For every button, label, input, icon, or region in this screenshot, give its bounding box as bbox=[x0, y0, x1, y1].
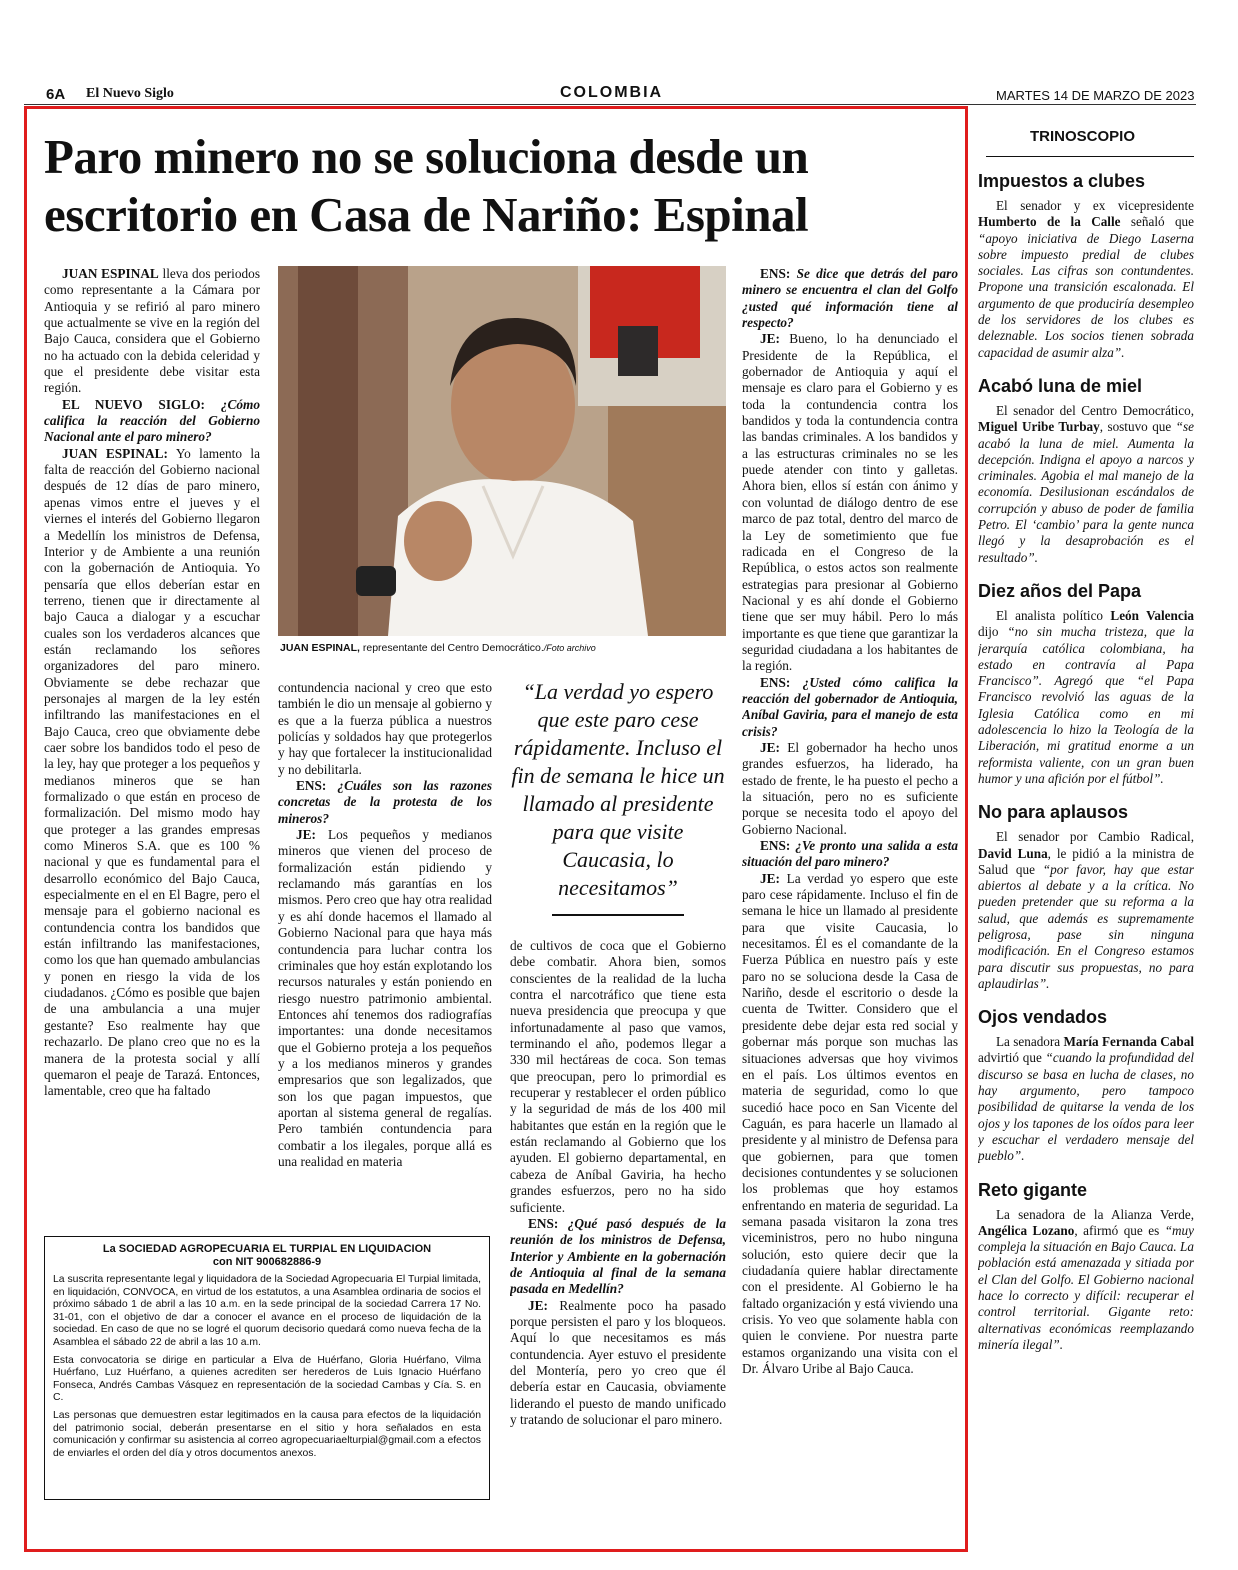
notice-nit: con NIT 900682886-9 bbox=[212, 1256, 322, 1268]
sidebar-item bbox=[978, 1179, 1194, 1354]
item-quote: “no sin mucha tristeza, que la jerarquía católica colombiana, ha estado en contravía al Papa Francisco”. Agregó que “el Papa Francisco revolvió las aguas de la Iglesia Católica como en mi adolescencia lo hizo la Teología de la Liberación, mi gratitud enorme a un reformista valiente, con un gran buen humor y una afición por el fútbol”. bbox=[978, 624, 1194, 786]
item-person: María Fernanda Cabal bbox=[1063, 1034, 1194, 1050]
item-quote: “cuando la profundidad del discurso se basa en lucha de clases, no hay argumento, pero tampoco posibilidad de quitarse la venda de los ojos y los tapones de los oídos para leer y escuchar el verdadero mensaje del pueblo”. bbox=[978, 1050, 1194, 1164]
answer-text: Bueno, lo ha denunciado el Presidente de la República, el gobernador de Antioquia y aquí el mensaje es claro para el Gobierno y es toda la contundencia contra los bandidos y toda la contundencia contra las bandas criminales. A los bandidos y a las estructuras criminales no se les puede atender con tinto y galletas. Ahora bien, ellos sí están con ánimo y con voluntad de diálogo dentro de ese marco de paz total, dentro del marco de la Ley de sometimiento que fue radicada en el Congreso de la República, o estos actos son realmente estrategias para presionar al Gobierno Nacional y es ahí donde el Gobierno tiene que ser muy hábil. Pero lo más importante es que tiene que garantizar la seguridad ciudadana a los habitantes de la región. bbox=[742, 331, 958, 674]
sidebar-rule bbox=[986, 156, 1194, 157]
header-rule bbox=[24, 104, 1196, 105]
item-quote: “se acabó la luna de miel. Aumenta la decepción. Indigna el apoyo a narcos y criminales. Agobia el mal manejo de la economía. Desilusionan escándalos de corrupción y abuso de poder de familia Petro. El ‘cambio’ para la gente nunca llegó y la desaprobación es el resultado”. bbox=[978, 419, 1194, 565]
item-verb: dijo bbox=[978, 624, 1008, 640]
question-text: ¿Qué pasó después de la reunión de los ministros de Defensa, Interior y Ambiente en la gobernación de Antioquia al final de la semana pasada en Medellín? bbox=[510, 1215, 726, 1297]
answer-text: La verdad yo espero que este paro cese rápidamente. Incluso el fin de semana le hice un llamado al presidente para que visite Caucasia, lo necesitamos. Él es el comandante de la Fuerza Pública en nuestro país y este paro no se soluciona desde la Casa de Nariño, desde el escritorio o desde la cuenta de Twitter. Considero que el presidente debe dejar esta red social y gobernar más porque son muchas las situaciones adversas que hoy vivimos en el país. Los últimos eventos en materia de seguridad, como lo que sucedió hace poco en San Vicente del Caguán, es para hacerle un llamado al presidente y al ministro de Defensa para que gobiernen, para que tomen decisiones contundentes y se solucionen los problemas que hoy estamos enfrentando en materia de seguridad. La semana pasada visitaron la zona tres viceministros, pero no hubo ninguna solución, esto quiere decir que la ciudadanía quiere hablar directamente con el presidente. Al Gobierno le ha faltado organización y está viviendo una crisis. Yo veo que solamente habla con quien le conviene. Por nuestra parte estamos organizando una visita con el Dr. Álvaro Uribe al Bajo Cauca. bbox=[742, 870, 958, 1377]
item-verb: advirtió que bbox=[978, 1050, 1046, 1066]
question-tag: ENS: bbox=[296, 778, 327, 794]
item-intro: La senadora de la Alianza Verde, bbox=[996, 1206, 1194, 1222]
item-verb: , sostuvo que bbox=[1099, 419, 1176, 435]
article-column-1 bbox=[44, 266, 260, 1214]
sidebar-item bbox=[978, 170, 1194, 361]
page-number: 6A bbox=[46, 86, 66, 103]
sidebar-heading: Diez años del Papa bbox=[978, 580, 1142, 601]
question-tag: ENS: bbox=[760, 674, 791, 690]
item-person: Angélica Lozano bbox=[978, 1222, 1075, 1238]
notice-paragraph: La suscrita representante legal y liquidadora de la Sociedad Agropecuaria El Turpial limitada, en liquidación, CONVOCA, en virtud de los estatutos, a una Asamblea ordinaria de socios el próximo sábado 1 de abril a las 10 a.m. en la sede principal de la sociedad Carrera 17 No. 31-01, con el objetivo de dar a conocer el avance en el proceso de liquidación de la sociedad. En caso de que no se logré el quorum decisorio quedará como nueva fecha de la Asamblea el sábado 22 de abril a las 10 a.m. bbox=[53, 1274, 481, 1348]
notice-title: La SOCIEDAD AGROPECUARIA EL TURPIAL EN LIQUIDACION bbox=[102, 1243, 432, 1255]
answer-tag: JE: bbox=[296, 827, 316, 843]
item-verb: , afirmó que es bbox=[1074, 1222, 1165, 1238]
sidebar-heading: Impuestos a clubes bbox=[978, 171, 1146, 191]
item-intro: El senador por Cambio Radical, bbox=[996, 829, 1194, 845]
answer-text: Yo lamento la falta de reacción del Gobierno nacional después de 12 días de paro minero, apenas vimos entre el jueves y el viernes el interés del Gobierno llegaron a Medellín los ministros de Defensa, Interior y de Ambiente a una reunión con la gobernación de Antioquia. Yo pensaría que ellos deberían estar en terreno, tienen que ir directamente al bajo Cauca a dialogar y a escuchar cuales son los verdaderos alcances que están reclamando los señores organizadores del paro minero. Obviamente se debe rechazar que personajes al margen de la ley estén infiltrando las manifestaciones en el Bajo Cauca, creo que obviamente debe caer sobre los bandidos todo el peso de la ley, hay que proteger a los pequeños y medianos mineros que se han formalizado o que están en proceso de formalización. Del mismo modo hay que proteger a las grandes empresas como Mineros S.A. que es 100 % nacional y que es fundamental para el desarrollo económico del Bajo Cauca, especialmente en el en El Bagre, pero el mensaje para el gobierno nacional es contundencia contra los bandidos que están infiltrando las manifestaciones, como los que han quemado ambulancias y ponen en riesgo la vida de los ciudadanos. ¿Cómo es posible que bajen de una ambulancia a una mujer gestante? Eso realmente hay que rechazarlo. De plano creo que no es la manera de la protesta social y allí quemaron el peaje de Tarazá. Entonces, lamentable, creo que ha faltado bbox=[44, 445, 260, 1099]
item-quote: “apoyo iniciativa de Diego Laserna sobre impuesto predial de clubes sociales. Las cifras son contundentes. Propone una transición escalonada. El argumento de que produciría desempleo de los servidores de los clubes es deleznable. Los socios tienen sobrada capacidad de asumir alza”. bbox=[978, 230, 1194, 360]
item-verb: señaló que bbox=[1120, 214, 1194, 230]
item-quote: “muy compleja la situación en Bajo Cauca. La población está amenazada y sitiada por el Clan del Golfo. El Gobierno nacional hace lo correcto y difícil: recuperar el control territorial. Gigante reto: alternativas económicas reemplazando minería ilegal”. bbox=[978, 1222, 1194, 1352]
sidebar-heading: Acabó luna de miel bbox=[978, 375, 1143, 396]
caption-text: representante del Centro Democrático. bbox=[359, 642, 544, 654]
item-person: León Valencia bbox=[1110, 607, 1194, 623]
question-text: ¿Cómo califica la reacción del Gobierno Nacional ante el paro minero? bbox=[44, 396, 260, 445]
sidebar-item bbox=[978, 1006, 1194, 1164]
question-text: ¿Cuáles son las razones concretas de la protesta de los mineros? bbox=[278, 778, 492, 826]
question-tag: ENS: bbox=[760, 838, 791, 854]
question-text: Se dice que detrás del paro minero se encuentra el clan del Golfo ¿usted qué información tiene al respecto? bbox=[742, 266, 958, 331]
item-person: David Luna bbox=[978, 845, 1048, 861]
sidebar-heading: Reto gigante bbox=[978, 1179, 1088, 1200]
article-headline: Paro minero no se soluciona desde un escritorio en Casa de Nariño: Espinal bbox=[44, 129, 809, 242]
notice-paragraph: Las personas que demuestren estar legitimados en la causa para efectos de la liquidación del patrimonio social, deberán presentarse en el sitio y hora señalados en esta comunicación y confirmar su asistencia al correo agropecuariaelturpial@gmail.com a efectos de enviarles el orden del día y otros documentos anexos. bbox=[53, 1409, 481, 1459]
answer-text: Realmente poco ha pasado porque persisten el paro y los bloqueos. Aquí lo que necesitamos es más contundencia. Ayer estuvo el presidente del Montería, pero yo creo que él debería estar en Caucasia, obviamente liderando el puesto de mando unificado y tratando de solucionar el paro minero. bbox=[510, 1297, 726, 1427]
sidebar-item bbox=[978, 375, 1194, 566]
sidebar-item bbox=[978, 580, 1194, 787]
item-intro: El senador del Centro Democrático, bbox=[996, 402, 1194, 418]
sidebar-title: TRINOSCOPIO bbox=[1030, 128, 1136, 145]
item-intro: El senador y ex vicepresidente bbox=[996, 198, 1194, 213]
item-intro: El analista político bbox=[996, 607, 1111, 623]
question-tag: ENS: bbox=[760, 266, 791, 281]
sidebar-trinoscopio bbox=[978, 170, 1194, 1540]
legal-notice-box bbox=[44, 1236, 490, 1500]
answer-tag: JUAN ESPINAL: bbox=[62, 445, 168, 461]
sidebar-heading: Ojos vendados bbox=[978, 1007, 1108, 1028]
masthead: El Nuevo Siglo bbox=[86, 86, 174, 101]
answer-tag: JE: bbox=[760, 870, 780, 886]
photo-credit: /Foto archivo bbox=[543, 643, 596, 653]
answer-tag: JE: bbox=[760, 331, 780, 347]
answer-tag: JE: bbox=[760, 739, 780, 755]
question-text: ¿Usted cómo califica la reacción del gobernador de Antioquia, Aníbal Gaviria, para el manejo de esta crisis? bbox=[742, 674, 958, 739]
photo-caption bbox=[280, 642, 720, 654]
article-column-3 bbox=[510, 938, 726, 1510]
lead-text: lleva dos periodos como representante a la Cámara por Antioquia y se refirió al paro minero que actualmente se vive en la región del Bajo Cauca, considera que el Gobierno no ha actuado con la debida celeridad y que el presidente debe visitar esta región. bbox=[44, 266, 260, 396]
pull-quote: “La verdad yo espero que este paro cese rápidamente. Incluso el fin de semana le hice un llamado al presidente para que visite Caucasia, lo necesitamos” bbox=[511, 679, 725, 900]
answer-text: Los pequeños y medianos mineros que vienen del proceso de formalización están pidiendo y reclamando más garantías en los mismos. Pero creo que hay otra realidad y es ahí donde hacemos el llamado al Gobierno Nacional para que haya más contundencia para luchar contra los criminales que hoy están explotando los recursos naturales y están poniendo en riesgo nuestro patrimonio ambiental. Entonces ahí tenemos dos radiografías importantes: una donde necesitamos que el Gobierno proteja a los pequeños y a los medianos mineros y grandes empresarios que son legalizados, que son los que pagan impuestos, que aportan al sistema general de regalías. Pero también contundencia para combatir a los ilegales, porque allá es una realidad en materia bbox=[278, 827, 492, 1169]
item-quote: “por favor, hay que estar abiertos al debate y a la crítica. No pueden pretender que su reforma a la salud, que además es supremamente peligrosa, pase sin ninguna modificación. En el Congreso estamos para discutir sus propuestas, no para aplaudirlas”. bbox=[978, 861, 1194, 991]
item-intro: La senadora bbox=[996, 1034, 1064, 1050]
lead-name: JUAN ESPINAL bbox=[62, 266, 159, 281]
sidebar-heading: No para aplausos bbox=[978, 802, 1129, 823]
article-column-2 bbox=[278, 680, 492, 1216]
answer-text: El gobernador ha hecho unos grandes esfuerzos, ha liderado, ha estado de frente, le ha puesto el pecho a la situación, pero no es suficiente porque se necesita todo el apoyo del Gobierno Nacional. bbox=[742, 739, 958, 837]
notice-paragraph: Esta convocatoria se dirige en particular a Elva de Huérfano, Gloria Huérfano, Vilma Huérfano, Luz Huérfano, a quienes acrediten ser herederos de Luis Ignacio Huérfano Fonseca, Andrés Cambas Vásquez en representación de la sociedad Cambas y Cía. S. en C. bbox=[53, 1354, 481, 1404]
answer-tag: JE: bbox=[528, 1297, 548, 1313]
page-date: MARTES 14 DE MARZO DE 2023 bbox=[996, 88, 1195, 103]
item-verb: , le pidió a la ministra de Salud que bbox=[978, 845, 1194, 877]
item-person: Miguel Uribe Turbay bbox=[978, 419, 1100, 435]
pull-quote-rule bbox=[552, 914, 684, 916]
section-title: COLOMBIA bbox=[560, 84, 664, 101]
article-column-4 bbox=[742, 266, 958, 1512]
question-tag: ENS: bbox=[528, 1215, 559, 1231]
sidebar-item bbox=[978, 801, 1194, 992]
article-photo bbox=[278, 266, 726, 636]
paragraph: de cultivos de coca que el Gobierno debe combatir. Ahora bien, somos conscientes de la realidad de la lucha contra el narcotráfico que tiene esta nueva presidencia que preocupa y que infortunadamente al paso que vamos, terminando el año, podemos llegar a 330 mil hectáreas de coca. Son temas que preocupan, pero lo primordial es recuperar y restablecer el orden público y la seguridad de más de los 400 mil habitantes que están en la región que le están reclamando al Gobierno que los ayuden. El gobierno departamental, en cabeza de Aníbal Gaviria, ha hecho grandes esfuerzos, pero no ha sido suficiente. bbox=[510, 938, 726, 1215]
paragraph: contundencia nacional y creo que esto también le dio un mensaje al gobierno y es que a la fuerza pública a nuestros policías y soldados hay que protegerlos y hay que fortalecer la institucionalidad y no debilitarla. bbox=[278, 680, 492, 777]
question-text: ¿Ve pronto una salida a esta situación del paro minero? bbox=[742, 838, 958, 870]
item-person: Humberto de la Calle bbox=[978, 214, 1121, 230]
question-tag: EL NUEVO SIGLO: bbox=[62, 396, 205, 412]
caption-name: JUAN ESPINAL, bbox=[280, 642, 360, 654]
